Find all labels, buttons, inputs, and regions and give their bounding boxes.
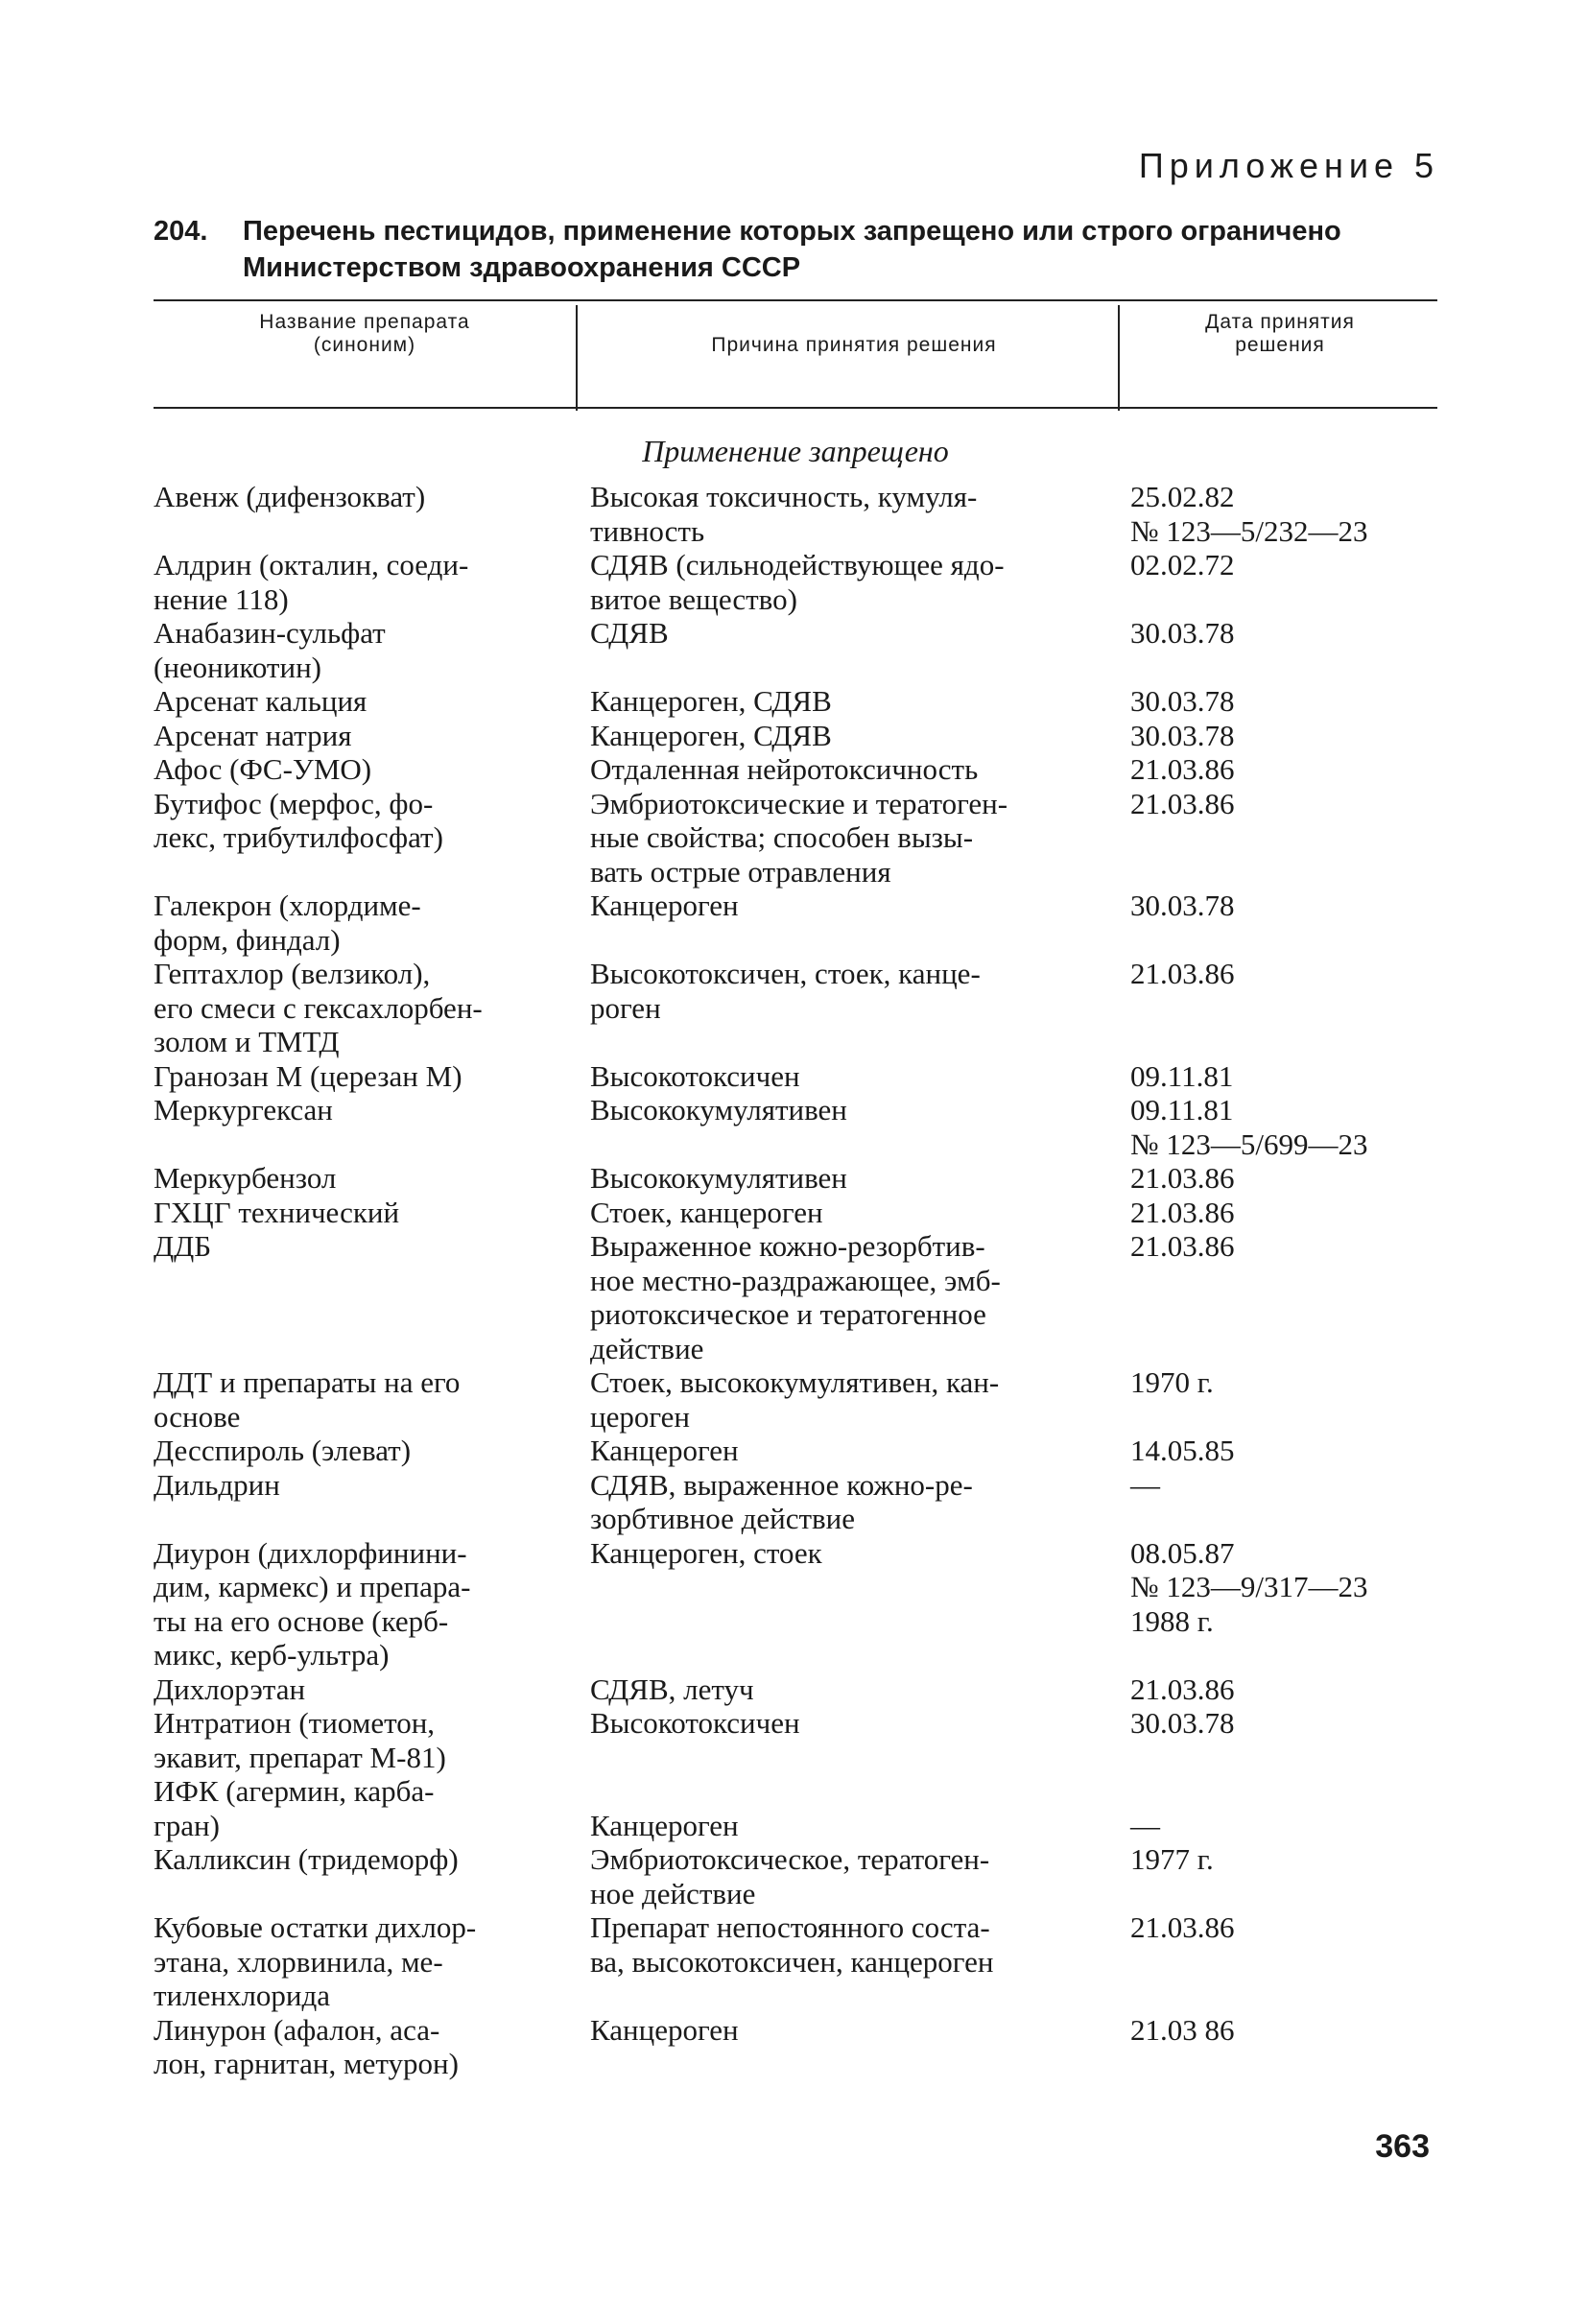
- cell-name-line: ДДТ и препараты на его: [154, 1365, 461, 1399]
- cell-name-line: его смеси с гексахлорбен-: [154, 990, 483, 1025]
- header-name-line: Название препарата: [259, 311, 470, 333]
- cell-date-line: 30.03.78: [1130, 616, 1235, 650]
- cell-date: [1130, 548, 1437, 582]
- table-row: [154, 1229, 1437, 1365]
- cell-reason: [590, 616, 1108, 651]
- cell-name: [154, 1059, 566, 1094]
- cell-reason-line: Высокотоксичен: [590, 1058, 800, 1093]
- cell-date-line: 21.03.86: [1130, 1910, 1235, 1944]
- cell-name-line: Калликсин (тридеморф): [154, 1842, 459, 1876]
- cell-name-line: дим, кармекс) и препара-: [154, 1570, 471, 1603]
- cell-name-line: Бутифос (мерфос, фо-: [154, 786, 434, 820]
- table-row: [154, 1093, 1437, 1161]
- cell-name-line: основе: [154, 1399, 241, 1434]
- cell-reason-line: роген: [590, 990, 661, 1025]
- cell-name: [154, 752, 566, 787]
- cell-reason-line: Канцероген: [590, 1808, 739, 1842]
- cell-date: [1130, 1093, 1437, 1161]
- cell-reason-line: Стоек, канцероген: [590, 1195, 823, 1229]
- cell-reason: [590, 1161, 1108, 1196]
- cell-name-line: Алдрин (окталин, соеди-: [154, 548, 469, 581]
- cell-name: [154, 616, 566, 684]
- cell-reason-line: действие: [590, 1331, 704, 1365]
- table-row: [154, 1434, 1437, 1468]
- cell-name: [154, 1706, 566, 1774]
- table-top-rule: [154, 299, 1437, 301]
- cell-name-line: Анабазин-сульфат: [154, 616, 386, 650]
- cell-reason-line: тивность: [590, 513, 705, 548]
- cell-name-line: этана, хлорвинила, ме-: [154, 1944, 443, 1979]
- cell-date: [1130, 684, 1437, 719]
- header-reason: [585, 334, 1123, 357]
- cell-date: [1130, 1842, 1437, 1877]
- cell-reason: [590, 1706, 1108, 1741]
- cell-date: [1130, 1229, 1437, 1264]
- document-title: [154, 213, 1439, 286]
- cell-date: [1130, 752, 1437, 787]
- cell-name-line: лон, гарнитан, метурон): [154, 2047, 459, 2080]
- table-row: [154, 684, 1437, 719]
- header-divider: [1118, 305, 1120, 411]
- cell-name: [154, 889, 566, 957]
- cell-date-line: 21.03.86: [1130, 752, 1235, 786]
- cell-reason: [590, 684, 1108, 719]
- cell-reason: [590, 1059, 1108, 1094]
- cell-name-line: Гептахлор (велзикол),: [154, 957, 431, 990]
- cell-date-line: 25.02.82: [1130, 480, 1235, 513]
- cell-date-line: 21.03.86: [1130, 1229, 1235, 1263]
- table-row: [154, 787, 1437, 889]
- cell-reason-line: ное действие: [590, 1876, 756, 1910]
- cell-date: [1130, 1910, 1437, 1945]
- cell-name-line: форм, финдал): [154, 922, 341, 957]
- page-number: 363: [1375, 2128, 1430, 2165]
- cell-name-line: ГХЦГ технический: [154, 1195, 400, 1229]
- cell-date-line: 1977 г.: [1130, 1842, 1214, 1876]
- cell-reason-line: зорбтивное действие: [590, 1502, 856, 1535]
- table-row: [154, 1842, 1437, 1910]
- cell-reason: [590, 1910, 1108, 1979]
- cell-name: [154, 2013, 566, 2081]
- cell-reason-line: Канцероген, стоек: [590, 1535, 822, 1570]
- title-text: Перечень пестицидов, применение которых запрещено или строго ограничено Министерством здравоохранения СССР: [243, 216, 1341, 283]
- table-row: [154, 1536, 1437, 1672]
- cell-reason-line: СДЯВ (сильнодействующее ядо-: [590, 548, 1005, 581]
- cell-reason-line: Высококумулятивен: [590, 1161, 847, 1195]
- cell-name: [154, 1093, 566, 1127]
- cell-name-line: ДДБ: [154, 1229, 212, 1263]
- cell-name: [154, 1842, 566, 1877]
- table-row: [154, 1365, 1437, 1434]
- cell-name: [154, 787, 566, 855]
- cell-date: [1130, 1706, 1437, 1741]
- cell-reason: [590, 719, 1108, 753]
- cell-name-line: нение 118): [154, 581, 289, 616]
- cell-date-line: 21.03.86: [1130, 1672, 1235, 1706]
- cell-date: [1130, 1672, 1437, 1707]
- cell-reason: [590, 1536, 1108, 1571]
- cell-name-line: Меркургексан: [154, 1093, 333, 1126]
- cell-name: [154, 1161, 566, 1196]
- header-name: [173, 311, 557, 357]
- cell-date-line: 1970 г.: [1130, 1365, 1214, 1399]
- cell-reason: [590, 957, 1108, 1025]
- cell-date: [1130, 1161, 1437, 1196]
- cell-name-line: золом и ТМТД: [154, 1025, 340, 1058]
- cell-reason: [590, 2013, 1108, 2048]
- cell-date: [1130, 787, 1437, 821]
- cell-reason-line: Выраженное кожно-резорбтив-: [590, 1229, 985, 1263]
- cell-date-line: 14.05.85: [1130, 1434, 1235, 1467]
- cell-reason: [590, 1774, 1108, 1842]
- cell-name-line: тиленхлорида: [154, 1979, 331, 2012]
- cell-name-line: Диурон (дихлорфинини-: [154, 1535, 467, 1570]
- cell-name-line: ИФК (агермин, карба-: [154, 1774, 435, 1808]
- cell-name: [154, 548, 566, 616]
- cell-name-line: Афос (ФС-УМО): [154, 752, 372, 786]
- cell-date-line: 30.03.78: [1130, 684, 1235, 718]
- cell-date: [1130, 1536, 1437, 1639]
- cell-name: [154, 1468, 566, 1503]
- cell-reason: [590, 889, 1108, 923]
- cell-reason-line: СДЯВ, летуч: [590, 1672, 754, 1706]
- table-row: [154, 616, 1437, 684]
- cell-date: [1130, 2013, 1437, 2048]
- cell-reason-line: Отдаленная нейротоксичность: [590, 752, 979, 786]
- cell-reason-line: Высокотоксичен, стоек, канце-: [590, 957, 981, 990]
- cell-name: [154, 1774, 566, 1842]
- cell-name-line: микс, керб-ультра): [154, 1638, 390, 1672]
- cell-name: [154, 684, 566, 719]
- cell-name: [154, 1672, 566, 1707]
- header-date-line: Дата принятия: [1205, 311, 1355, 333]
- cell-reason-line: Высокая токсичность, кумуля-: [590, 480, 978, 513]
- cell-reason-line: Канцероген: [590, 2012, 739, 2047]
- cell-name-line: лекс, трибутилфосфат): [154, 820, 443, 854]
- table-row: [154, 1774, 1437, 1842]
- cell-reason-line: Эмбриотоксические и тератоген-: [590, 786, 1008, 820]
- cell-date-line: 21.03.86: [1130, 1195, 1235, 1229]
- cell-name: [154, 480, 566, 514]
- cell-reason-line: витое вещество): [590, 581, 797, 616]
- cell-name-line: Десспироль (элеват): [154, 1434, 412, 1467]
- cell-name-line: экавит, препарат М-81): [154, 1740, 446, 1774]
- cell-date-line: 21.03 86: [1130, 2012, 1235, 2047]
- table-row: [154, 752, 1437, 787]
- cell-name-line: Арсенат натрия: [154, 718, 352, 752]
- cell-name: [154, 1196, 566, 1230]
- cell-date-line: 21.03.86: [1130, 786, 1235, 820]
- cell-name: [154, 1536, 566, 1672]
- cell-reason-line: Канцероген: [590, 889, 739, 922]
- cell-name: [154, 1229, 566, 1264]
- header-date-line: решения: [1235, 334, 1325, 356]
- cell-date-line: № 123—9/317—23: [1130, 1570, 1368, 1603]
- cell-reason: [590, 1229, 1108, 1365]
- cell-reason: [590, 1672, 1108, 1707]
- table-row: [154, 1059, 1437, 1094]
- cell-date-line: № 123—5/699—23: [1130, 1126, 1368, 1161]
- table-row: [154, 957, 1437, 1059]
- table-row: [154, 719, 1437, 753]
- cell-reason: [590, 548, 1108, 616]
- cell-date: [1130, 1365, 1437, 1400]
- cell-date-line: 21.03.86: [1130, 1161, 1235, 1195]
- cell-reason-line: СДЯВ, выраженное кожно-ре-: [590, 1467, 973, 1502]
- cell-reason: [590, 1093, 1108, 1127]
- cell-date-line: 09.11.81: [1130, 1058, 1234, 1093]
- cell-date: [1130, 1774, 1437, 1842]
- cell-reason-line: Эмбриотоксическое, тератоген-: [590, 1842, 990, 1876]
- table-row: [154, 1706, 1437, 1774]
- cell-reason: [590, 1196, 1108, 1230]
- cell-date-line: 30.03.78: [1130, 889, 1235, 922]
- cell-reason: [590, 1434, 1108, 1468]
- cell-reason-line: Высокотоксичен: [590, 1706, 800, 1740]
- cell-name-line: Авенж (дифензокват): [154, 480, 426, 513]
- cell-date-line: —: [1130, 1808, 1160, 1842]
- header-date: [1123, 311, 1437, 357]
- cell-date-line: [1130, 1774, 1437, 1809]
- cell-name: [154, 1434, 566, 1468]
- cell-reason-line: ные свойства; способен вызы-: [590, 820, 974, 854]
- cell-reason-line: Канцероген: [590, 1434, 739, 1467]
- cell-reason-line: ное местно-раздражающее, эмб-: [590, 1263, 1001, 1297]
- cell-name: [154, 719, 566, 753]
- cell-name-line: Арсенат кальция: [154, 684, 367, 718]
- cell-name-line: Галекрон (хлордиме-: [154, 889, 421, 922]
- cell-date-line: 21.03.86: [1130, 957, 1235, 990]
- cell-date-line: 30.03.78: [1130, 718, 1235, 752]
- table-row: [154, 1910, 1437, 2013]
- cell-reason-line: Препарат непостоянного соста-: [590, 1910, 990, 1944]
- cell-date-line: —: [1130, 1467, 1160, 1502]
- cell-date: [1130, 957, 1437, 991]
- cell-reason-line: ва, высокотоксичен, канцероген: [590, 1944, 994, 1979]
- table-row: [154, 1672, 1437, 1707]
- section-heading: Применение запрещено: [642, 434, 949, 468]
- cell-date: [1130, 616, 1437, 651]
- cell-reason-line: Высококумулятивен: [590, 1093, 847, 1126]
- header-divider: [576, 305, 578, 411]
- header-name-line: (синоним): [313, 334, 416, 356]
- table-row: [154, 889, 1437, 957]
- cell-date: [1130, 1434, 1437, 1468]
- cell-name-line: Дихлорэтан: [154, 1672, 306, 1706]
- table-row: [154, 548, 1437, 616]
- cell-reason: [590, 787, 1108, 889]
- table-row: [154, 2013, 1437, 2081]
- header-bottom-rule: [154, 407, 1437, 409]
- cell-reason-line: Стоек, высококумулятивен, кан-: [590, 1365, 1000, 1399]
- cell-name: [154, 1910, 566, 2013]
- cell-reason-line: цероген: [590, 1399, 691, 1434]
- cell-name-line: Интратион (тиометон,: [154, 1706, 436, 1740]
- cell-date-line: 30.03.78: [1130, 1706, 1235, 1740]
- cell-date: [1130, 1196, 1437, 1230]
- cell-name-line: Гранозан М (церезан М): [154, 1058, 462, 1093]
- cell-name-line: гран): [154, 1808, 220, 1842]
- cell-name-line: ты на его основе (керб-: [154, 1603, 449, 1638]
- cell-name-line: Линурон (афалон, аса-: [154, 2012, 440, 2047]
- cell-reason-line: Канцероген, СДЯВ: [590, 684, 832, 718]
- cell-date: [1130, 1059, 1437, 1094]
- cell-name: [154, 957, 566, 1059]
- cell-date: [1130, 889, 1437, 923]
- header-reason-line: Причина принятия решения: [711, 334, 997, 356]
- cell-reason: [590, 1842, 1108, 1910]
- cell-name-line: Кубовые остатки дихлор-: [154, 1910, 477, 1944]
- cell-name-line: Дильдрин: [154, 1467, 280, 1502]
- cell-date: [1130, 719, 1437, 753]
- cell-date-line: 02.02.72: [1130, 548, 1235, 581]
- cell-reason-line: Канцероген, СДЯВ: [590, 718, 832, 752]
- cell-reason: [590, 480, 1108, 548]
- cell-date-line: 1988 г.: [1130, 1603, 1214, 1638]
- cell-reason: [590, 1365, 1108, 1434]
- cell-reason: [590, 1468, 1108, 1536]
- cell-name-line: Меркурбензол: [154, 1161, 337, 1195]
- table-row: [154, 1468, 1437, 1536]
- cell-name-line: (неоникотин): [154, 650, 321, 684]
- title-number: 204.: [154, 216, 208, 247]
- appendix-label: Приложение 5: [1138, 146, 1439, 185]
- cell-date: [1130, 1468, 1437, 1503]
- cell-reason-line: [590, 1774, 1108, 1809]
- cell-reason: [590, 752, 1108, 787]
- cell-date: [1130, 480, 1437, 548]
- cell-reason-line: СДЯВ: [590, 616, 669, 650]
- table-body: [154, 480, 1437, 2081]
- table-row: [154, 480, 1437, 548]
- cell-reason-line: вать острые отравления: [590, 854, 891, 889]
- cell-name: [154, 1365, 566, 1434]
- cell-date-line: 09.11.81: [1130, 1093, 1234, 1126]
- cell-reason-line: риотоксическое и тератогенное: [590, 1297, 986, 1331]
- table-row: [154, 1161, 1437, 1196]
- cell-date-line: № 123—5/232—23: [1130, 513, 1368, 548]
- table-row: [154, 1196, 1437, 1230]
- cell-date-line: 08.05.87: [1130, 1535, 1235, 1570]
